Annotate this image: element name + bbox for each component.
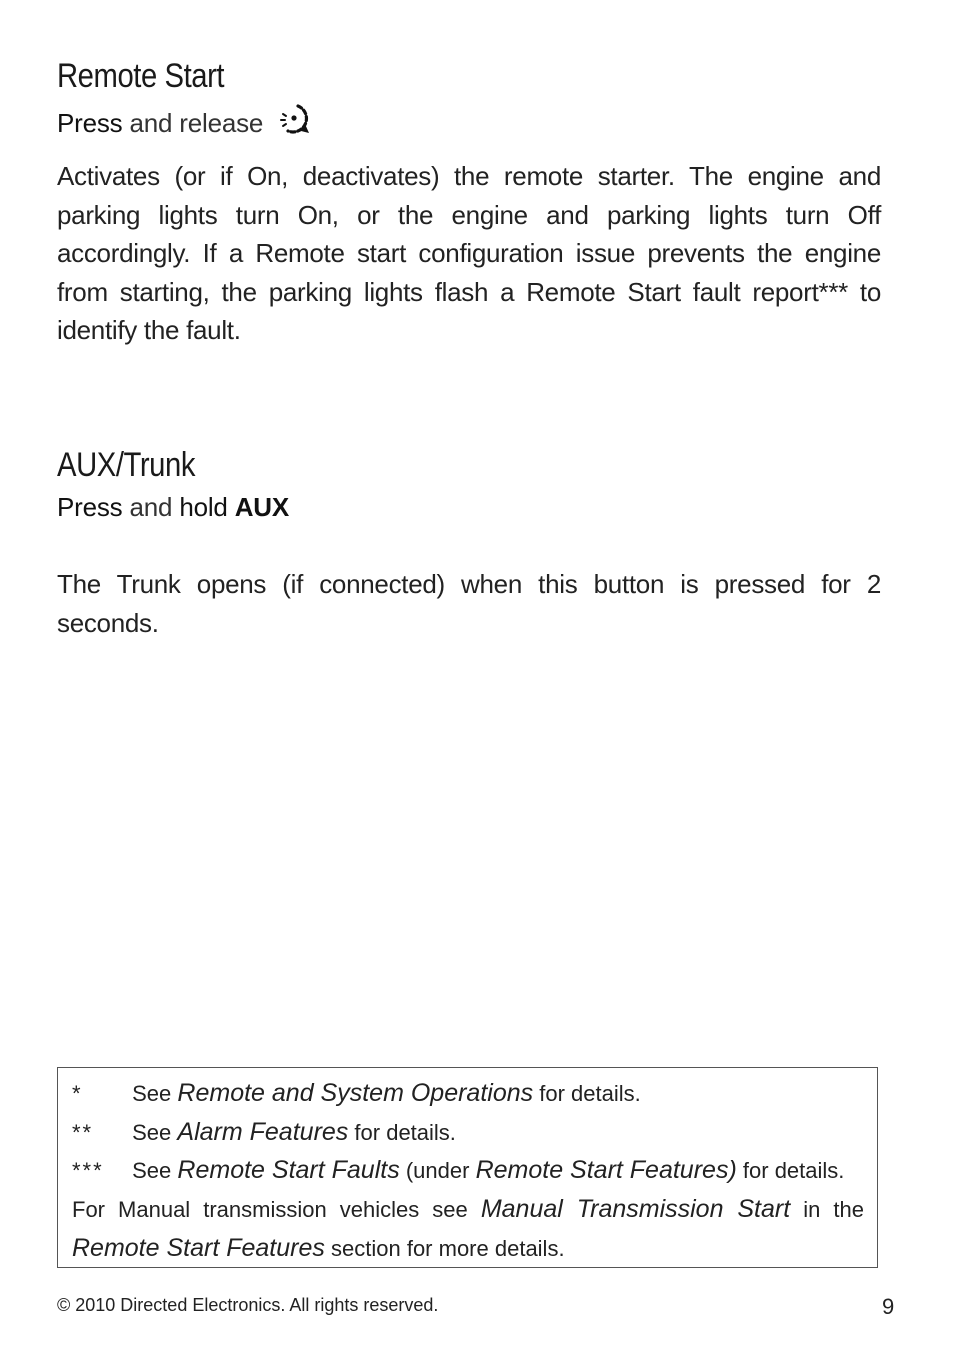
instruction-press: Press bbox=[57, 108, 123, 138]
instruction-press: Press bbox=[57, 492, 123, 522]
footnote-1 bbox=[72, 1078, 641, 1109]
footnote-reference-2: Remote Start Features bbox=[72, 1234, 325, 1262]
footnote-manual-transmission bbox=[72, 1190, 864, 1268]
footnote-tail: section for more details. bbox=[331, 1236, 565, 1261]
footnote-2 bbox=[72, 1117, 456, 1148]
footnote-see: See bbox=[132, 1120, 172, 1145]
remote-start-description: Activates (or if On, deactivates) the remote starter. The engine and parking lights turn On, or the engine and parking lights turn Off accordingly. If a Remote start configuration issue prevents the engine from starting, the parking lights flash a Remote Start fault report*** to identify the fault. bbox=[57, 161, 881, 345]
footnote-reference: Alarm Features bbox=[177, 1118, 349, 1146]
footnote-mark: ** bbox=[72, 1120, 94, 1145]
instruction-hold: hold bbox=[179, 492, 228, 522]
footnote-3 bbox=[72, 1155, 844, 1186]
instruction-and: and bbox=[129, 492, 173, 522]
remote-start-instruction bbox=[57, 102, 316, 145]
footnote-tail: for details. bbox=[354, 1120, 456, 1145]
footnote-see: See bbox=[132, 1081, 172, 1106]
footnote-mid: (under bbox=[405, 1158, 470, 1183]
section-title-aux-trunk: AUX/Trunk bbox=[57, 446, 196, 484]
footnotes-box bbox=[57, 1067, 878, 1268]
footnote-mark: *** bbox=[72, 1158, 104, 1183]
footnote-mark: * bbox=[72, 1081, 83, 1106]
page-number: 9 bbox=[882, 1294, 895, 1319]
footnote-reference: Remote and System Operations bbox=[177, 1079, 534, 1107]
footnote-see: See bbox=[132, 1158, 172, 1183]
section-title-remote-start: Remote Start bbox=[57, 57, 225, 95]
footnote-lead: For Manual transmission vehicles see bbox=[72, 1197, 468, 1222]
footnote-mid: in the bbox=[803, 1197, 864, 1222]
remote-start-icon bbox=[276, 102, 316, 145]
footnote-reference: Remote Start Faults bbox=[177, 1156, 400, 1184]
footnote-tail: for details. bbox=[742, 1158, 845, 1183]
footnote-reference: Manual Transmission Start bbox=[480, 1195, 791, 1223]
footnote-reference-2: Remote Start Features) bbox=[475, 1156, 737, 1184]
copyright-notice: © 2010 Directed Electronics. All rights reserved. bbox=[57, 1295, 439, 1315]
aux-trunk-description: The Trunk opens (if connected) when this button is pressed for 2 seconds. bbox=[57, 569, 881, 638]
instruction-and-release: and release bbox=[129, 108, 264, 138]
aux-button-label: AUX bbox=[234, 492, 289, 522]
footnote-tail: for details. bbox=[539, 1081, 641, 1106]
aux-trunk-instruction bbox=[57, 491, 289, 523]
